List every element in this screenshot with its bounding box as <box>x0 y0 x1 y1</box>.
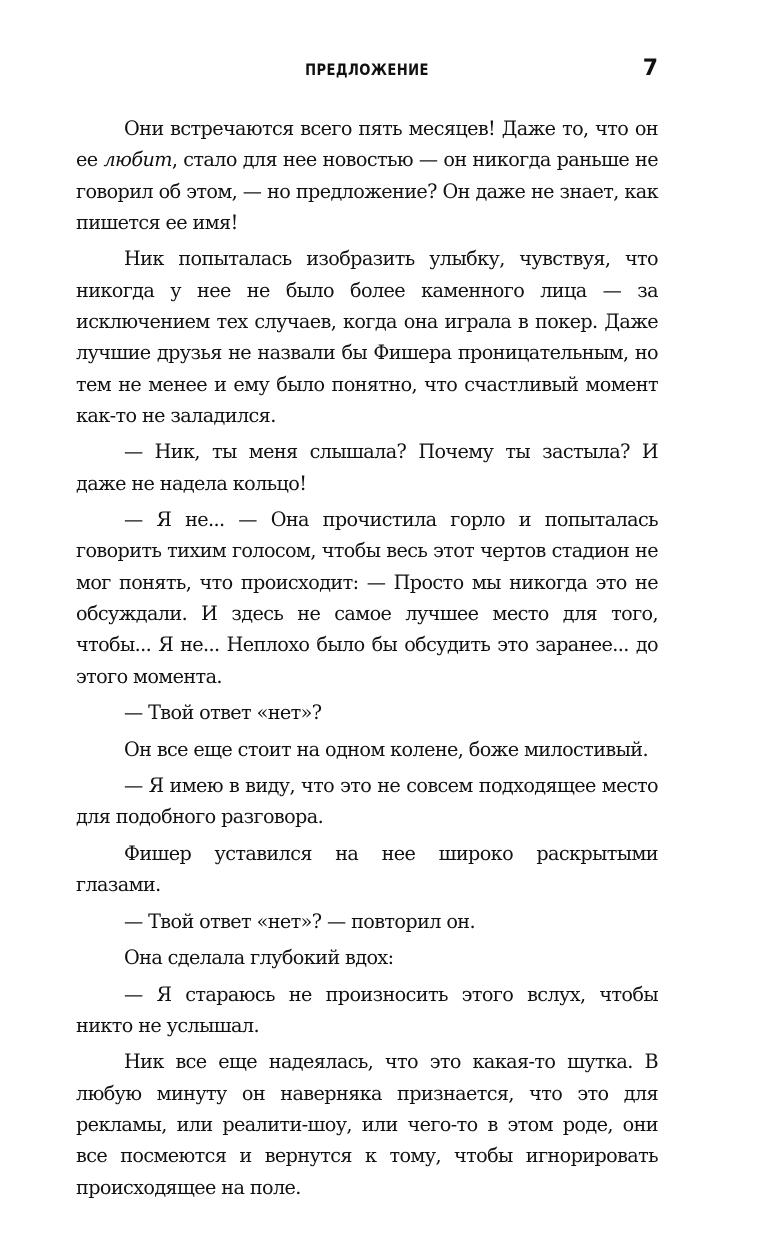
paragraph-1-part-2: , стало для нее новостью — он никогда раньше не говорил об этом, — но предложение? Он даже не знает, как пишется ее имя! <box>76 148 658 234</box>
page-header <box>76 56 658 88</box>
paragraph-3: — Ник, ты меня слышала? Почему ты застыла? И даже не надела кольцо! <box>76 440 658 495</box>
paragraph-6: Он все еще стоит на одном колене, боже милостивый. <box>124 737 648 761</box>
paragraph-1 <box>76 113 658 238</box>
paragraph-10: Она сделала глубокий вдох: <box>124 946 394 970</box>
paragraph-8: Фишер уставился на нее широко раскрытыми глазами. <box>76 841 658 897</box>
paragraph-1-part-1: Они встречаются всего пять месяцев! Даже то, что он ее <box>76 117 658 172</box>
body-text <box>76 113 658 1208</box>
paragraph-4: — Я не... — Она прочистила горло и попыталась говорить тихим голосом, чтобы весь этот чертов стадион не мог понять, что происходит: — Просто мы никогда это не обсуждали. И здесь не самое лучшее место для того, чтобы... Я не... Неплохо было бы обсудить это заранее... до этого момента. <box>76 508 658 688</box>
paragraph-11: — Я стараюсь не произносить этого вслух, чтобы никто не услышал. <box>76 982 658 1037</box>
paragraph-12: Ник все еще надеялась, что это какая-то шутка. В любую минуту он наверняка признается, что это для рекламы, или реалити-шоу, или чего-то в этом роде, они все посмеются и вернутся к тому, чтобы игнорировать происходящее на поле. <box>76 1050 658 1199</box>
paragraph-9: — Твой ответ «нет»? — повторил он. <box>124 909 475 933</box>
emphasis-word: любит <box>103 148 172 172</box>
paragraph-2: Ник попыталась изобразить улыбку, чувствуя, что никогда у нее не было более каменного лица — за исключением тех случаев, когда она играла в покер. Даже лучшие друзья не назвали бы Фишера проницательным, но тем не менее и ему было понятно, что счастливый момент как-то не заладился. <box>76 247 658 427</box>
running-title: ПРЕДЛОЖЕНИЕ <box>305 60 429 79</box>
paragraph-7: — Я имею в виду, что это не совсем подходящее место для подобного разговора. <box>76 774 658 829</box>
page-number: 7 <box>642 56 658 81</box>
paragraph-5: — Твой ответ «нет»? <box>124 701 322 725</box>
